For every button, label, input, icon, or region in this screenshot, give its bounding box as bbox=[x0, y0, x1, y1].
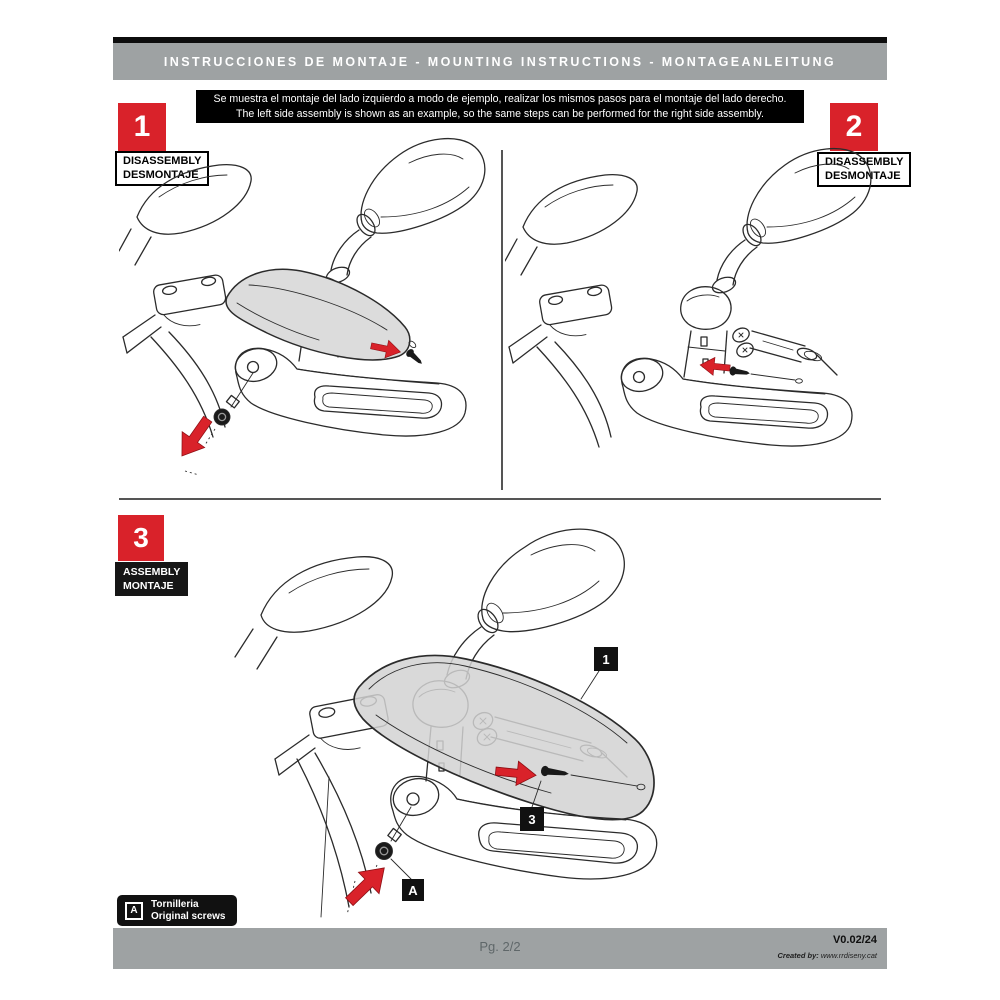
drawing-step-2 bbox=[505, 125, 881, 495]
original-screw-a bbox=[376, 828, 402, 859]
panel-divider-vertical bbox=[501, 150, 503, 490]
step-3-number-label: 3 bbox=[133, 522, 149, 553]
screw-leader bbox=[751, 374, 795, 380]
legend-a-marker: A bbox=[125, 902, 143, 920]
mirror bbox=[353, 139, 484, 239]
arrow-remove-screw bbox=[171, 411, 219, 464]
handguard-shield-new bbox=[354, 655, 654, 819]
brake-reservoir bbox=[539, 284, 616, 342]
callout-screw-3-label: 3 bbox=[528, 812, 536, 827]
step-2-number-label: 2 bbox=[845, 110, 863, 143]
step-1-label-en: DISASSEMBLY bbox=[123, 155, 202, 167]
legend-line-es: Tornilleria bbox=[151, 899, 199, 910]
handlebar-grip bbox=[731, 326, 837, 375]
drop-mark bbox=[185, 471, 199, 475]
title-bar bbox=[113, 43, 887, 80]
credit-label: Created by: bbox=[777, 951, 819, 960]
fairing-outline bbox=[235, 557, 392, 669]
drawing-step-1 bbox=[119, 125, 495, 495]
footer-bar bbox=[113, 928, 887, 969]
step-2-label-es: DESMONTAJE bbox=[825, 169, 901, 182]
page-number: Pg. 2/2 bbox=[479, 939, 521, 954]
step-3-label-en: ASSEMBLY bbox=[123, 566, 181, 578]
callout-part-1 bbox=[581, 647, 618, 699]
callout-original-a-label: A bbox=[408, 883, 418, 898]
screw-hole bbox=[796, 379, 803, 383]
mirror bbox=[739, 149, 870, 249]
credit-line bbox=[778, 951, 878, 960]
brake-lever bbox=[123, 315, 225, 437]
bar-end-screw bbox=[729, 366, 750, 378]
page-title: INSTRUCCIONES DE MONTAJE - MOUNTING INSTRUCTIONS - MONTAGEANLEITUNG bbox=[163, 54, 837, 69]
document-page bbox=[113, 37, 904, 969]
fairing-outline bbox=[119, 165, 251, 265]
step-3-label-es: MONTAJE bbox=[123, 580, 174, 592]
step-2-label-en: DISASSEMBLY bbox=[825, 156, 904, 168]
brake-reservoir bbox=[153, 274, 230, 332]
fairing-outline bbox=[505, 175, 637, 275]
panel-divider-horizontal bbox=[119, 498, 881, 500]
note-line-english: The left side assembly is shown as an example, so the same steps can be performed for the right side assembly. bbox=[236, 107, 764, 120]
legend-line-en: Original screws bbox=[151, 910, 226, 922]
version-number: V0.02/24 bbox=[832, 934, 877, 946]
arrow-insert-original bbox=[339, 857, 395, 912]
note-banner bbox=[196, 90, 804, 123]
step-1-label-es: DESMONTAJE bbox=[123, 168, 199, 181]
note-line-spanish: Se muestra el montaje del lado izquierdo a modo de ejemplo, realizar los mismos pasos para el montaje del lado derecho. bbox=[213, 93, 787, 105]
drawing-step-3 bbox=[231, 519, 711, 921]
callout-original-a bbox=[391, 859, 424, 901]
step-3-label bbox=[115, 562, 188, 596]
credit-url: www.rrdiseny.cat bbox=[820, 951, 877, 960]
callout-part-1-label: 1 bbox=[602, 652, 610, 667]
mirror bbox=[474, 529, 624, 636]
original-screws-legend bbox=[117, 895, 237, 926]
brake-lever bbox=[509, 325, 611, 447]
step-3-number bbox=[118, 515, 164, 561]
step-1-number-label: 1 bbox=[133, 110, 151, 143]
